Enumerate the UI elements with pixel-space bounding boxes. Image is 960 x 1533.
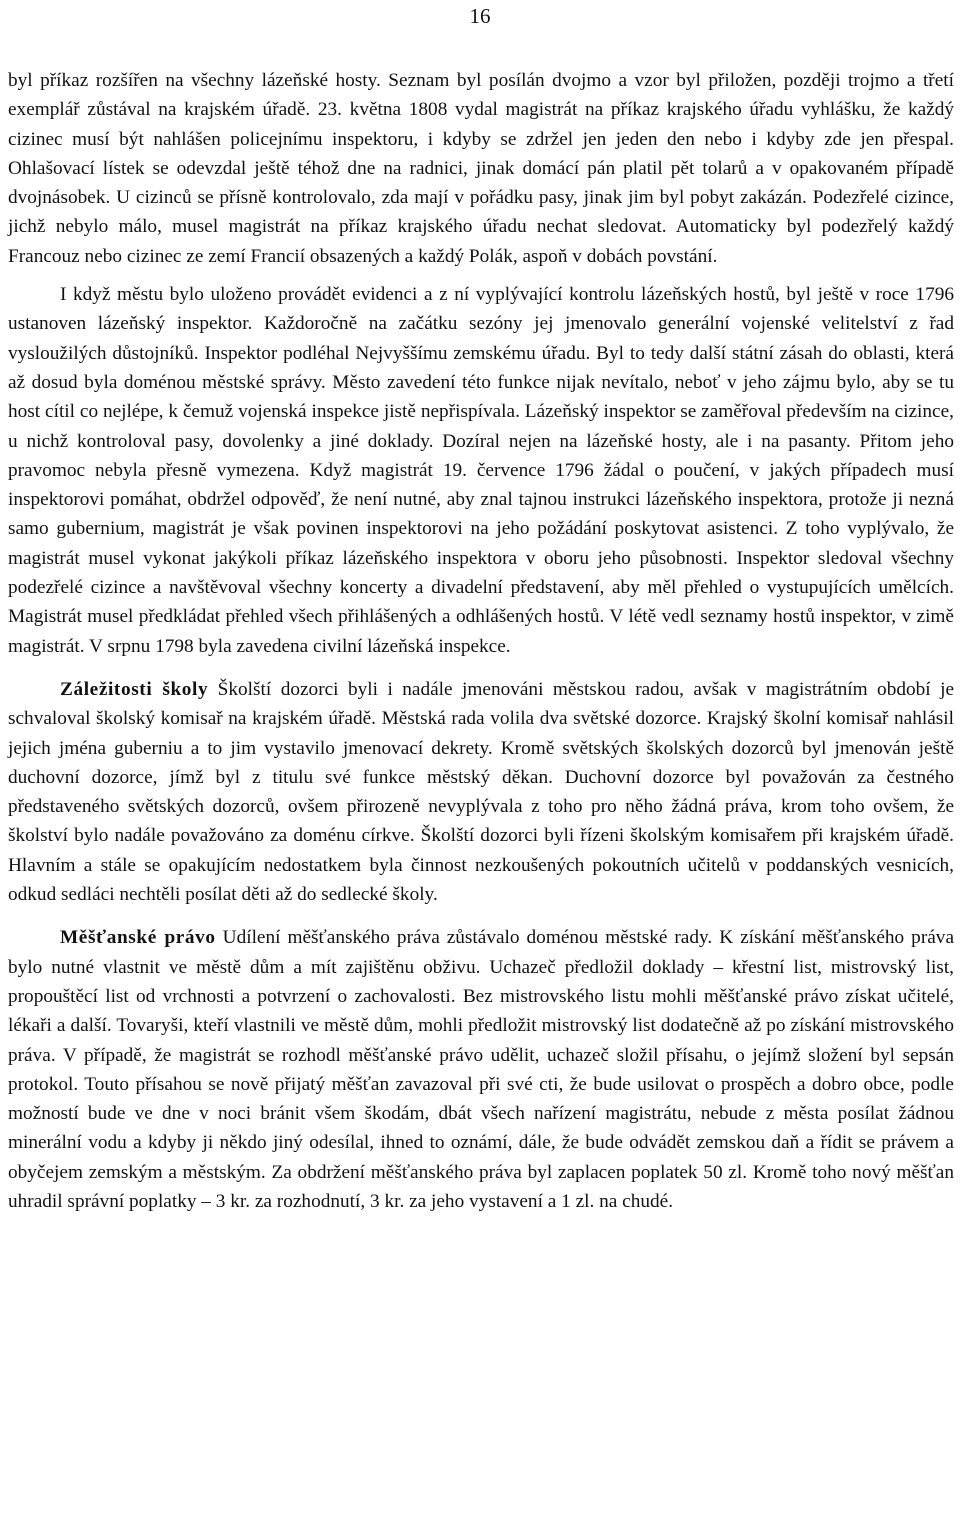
paragraph-guest-registration xyxy=(8,66,954,271)
paragraph-spacer xyxy=(8,909,954,923)
paragraph-text: byl příkaz rozšířen na všechny lázeňské hosty. Seznam byl posílán dvojmo a vzor byl přiložen, později trojmo a třetí exemplář zůstával na krajském úřadě. 23. května 1808 vydal magistrát na příkaz krajského úřadu vyhlášku, že každý cizinec musí být nahlášen policejnímu inspektoru, i kdyby se zdržel jen jeden den nebo i kdyby zde jen přespal. Ohlašovací lístek se odevzdal ještě téhož dne na radnici, jinak domácí pán platil pět tolarů a v opakovaném případě dvojnásobek. U cizinců se přísně kontrolovalo, zda mají v pořádku pasy, jinak jim byl pobyt zakázán. Podezřelé cizince, jichž nebylo málo, musel magistrát na příkaz krajského úřadu nechat sledovat. Automaticky byl podezřelý každý Francouz nebo cizinec ze zemí Francií obsazených a každý Polák, aspoň v dobách povstání. xyxy=(8,70,954,267)
paragraph-burgher-rights xyxy=(8,923,954,1216)
paragraph-school-affairs xyxy=(8,675,954,909)
paragraph-text: I když městu bylo uloženo provádět evidenci a z ní vyplývající kontrolu lázeňských hostů, byl ještě v roce 1796 ustanoven lázeňský inspektor. Každoročně na začátku sezóny jej jmenovalo generální vojenské velitelství z řad vysloužilých důstojníků. Inspektor podléhal Nejvyššímu zemskému úřadu. Byl to tedy další státní zásah do oblasti, která až dosud byla doménou městské správy. Město zavedení této funkce nijak nevítalo, neboť v jeho zájmu bylo, aby se tu host cítil co nejlépe, k čemuž vojenská inspekce jistě nepřispívala. Lázeňský inspektor se zaměřoval především na cizince, u nichž kontroloval pasy, dovolenky a jiné doklady. Dozíral nejen na lázeňské hosty, ale i na pasanty. Přitom jeho pravomoc nebyla přesně vymezena. Když magistrát 19. července 1796 žádal o poučení, v jakých případech musí inspektorovi pomáhat, obdržel odpověď, že není nutné, aby znal tajnou instrukci lázeňského inspektora, protože ji nezná samo gubernium, magistrát je však povinen inspektorovi na jeho požádání poskytovat asistenci. Z toho vyplývalo, že magistrát musel vykonat jakýkoli příkaz lázeňského inspektora v oboru jeho působnosti. Inspektor sledoval všechny podezřelé cizince a navštěvoval všechny koncerty a divadelní představení, aby měl přehled o vystupujících umělcích. Magistrát musel předkládat přehled všech přihlášených a odhlášených hostů. V létě vedl seznamy hostů inspektor, v zimě magistrát. V srpnu 1798 byla zavedena civilní lázeňská inspekce. xyxy=(8,284,954,657)
paragraph-spacer xyxy=(8,271,954,280)
section-heading-school: Záležitosti školy xyxy=(60,678,209,700)
section-heading-burgher-rights: Měšťanské právo xyxy=(60,927,216,949)
paragraph-spa-inspector xyxy=(8,280,954,661)
page-number: 16 xyxy=(469,4,491,28)
page-body xyxy=(8,66,954,1216)
paragraph-text: Udílení měšťanského práva zůstávalo doménou městské rady. K získání měšťanského práva bylo nutné vlastnit ve městě dům a mít zajištěnu obživu. Uchazeč předložil doklady – křestní list, mistrovský list, propouštěcí list od vrchnosti a potvrzení o zachovalosti. Bez mistrovského listu mohli měšťanské právo získat učitelé, lékaři a další. Tovaryši, kteří vlastnili ve městě dům, mohli předložit mistrovský list dodatečně až po získání mistrovského práva. V případě, že magistrát se rozhodl měšťanské právo udělit, uchazeč složil přísahu, o jejímž složení byl sepsán protokol. Touto přísahou se nově přijatý měšťan zavazoval při své cti, že bude usilovat o prospěch a dobro obce, podle možností bude ve dne v noci bránit všem škodám, dbát všech nařízení magistrátu, nebude z města posílat žádnou minerální vodu a kdyby ji někdo jiný odesílal, ihned to oznámí, dále, že bude odvádět zemskou daň a řídit se právem a obyčejem zemským a městským. Za obdržení měšťanského práva byl zaplacen poplatek 50 zl. Kromě toho nový měšťan uhradil správní poplatky – 3 kr. za rozhodnutí, 3 kr. za jeho vystavení a 1 zl. na chudé. xyxy=(8,927,954,1212)
paragraph-text: Školští dozorci byli i nadále jmenováni městskou radou, avšak v magistrátním období je schvaloval školský komisař na krajském úřadě. Městská rada volila dva světské dozorce. Krajský školní komisař nahlásil jejich jména guberniu a to jim vystavilo jmenovací dekrety. Kromě světských školských dozorců byl jmenován ještě duchovní dozorce, jímž byl z titulu své funkce městský děkan. Duchovní dozorce byl považován za čestného představeného světských dozorců, ovšem přirozeně nevyplývala z toho pro něho žádná práva, krom toho ovšem, že školství bylo nadále považováno za doménu církve. Školští dozorci byli řízeni školským komisařem při krajském úřadě. Hlavním a stále se opakujícím nedostatkem byla činnost nezkoušených pokoutních učitelů v poddanských vesnicích, odkud sedláci nechtěli posílat děti až do sedlecké školy. xyxy=(8,678,954,906)
paragraph-spacer xyxy=(8,661,954,675)
